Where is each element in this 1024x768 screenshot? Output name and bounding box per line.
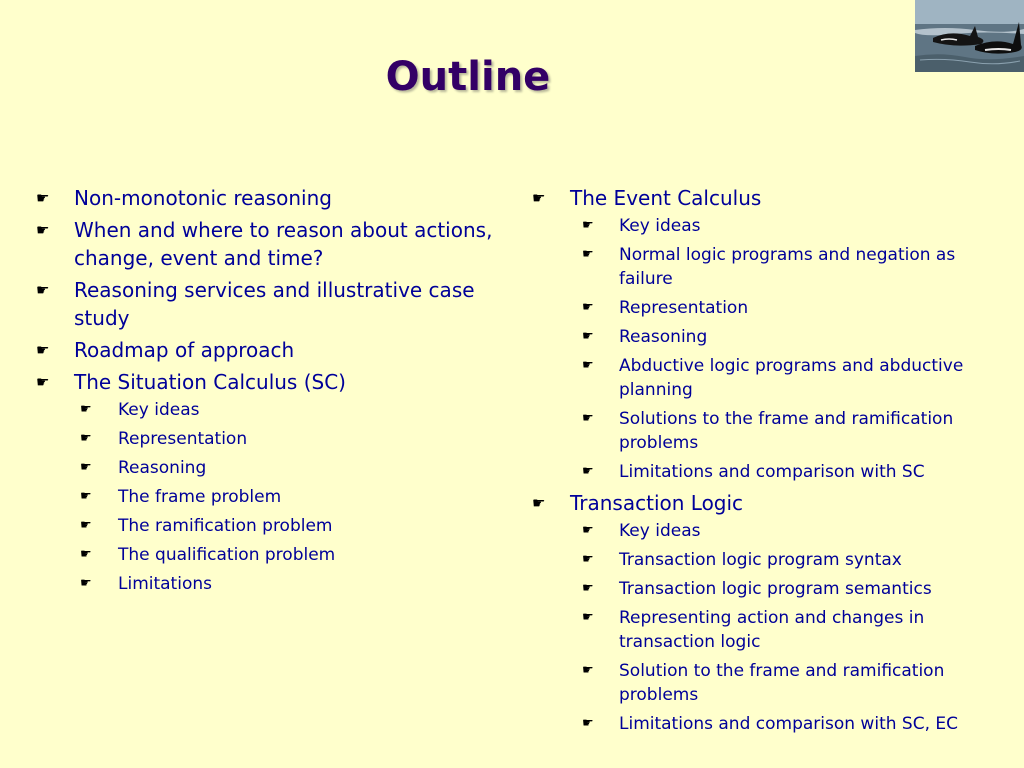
sub-list-item-text: The qualification problem (118, 545, 336, 565)
sub-list-item-text: Limitations and comparison with SC (619, 462, 925, 482)
sub-list-item (80, 572, 506, 596)
pointing-hand-icon: ☛ (80, 547, 92, 562)
pointing-hand-icon: ☛ (582, 300, 594, 315)
sub-list-item (80, 543, 506, 567)
sub-list-item (582, 325, 1002, 349)
list-item (36, 216, 506, 272)
sub-list-item-text: Solution to the frame and ramification problems (619, 661, 945, 705)
pointing-hand-icon: ☛ (36, 189, 50, 207)
list-item (532, 184, 1002, 484)
sub-list-item (582, 659, 1002, 707)
sub-list-item-text: Representation (619, 298, 749, 318)
pointing-hand-icon: ☛ (80, 489, 92, 504)
pointing-hand-icon: ☛ (80, 431, 92, 446)
sub-list-item-text: Transaction logic program semantics (619, 579, 932, 599)
sub-list-item-text: Limitations and comparison with SC, EC (619, 714, 958, 734)
sub-list-item (582, 577, 1002, 601)
pointing-hand-icon: ☛ (582, 464, 594, 479)
sub-list-item-text: Key ideas (619, 216, 701, 236)
pointing-hand-icon: ☛ (36, 373, 50, 391)
pointing-hand-icon: ☛ (36, 281, 50, 299)
right-column (532, 184, 1002, 741)
sub-list-item (80, 398, 506, 422)
sub-list-item-text: The frame problem (118, 487, 282, 507)
list-item (36, 368, 506, 596)
pointing-hand-icon: ☛ (582, 358, 594, 373)
pointing-hand-icon: ☛ (36, 221, 50, 239)
pointing-hand-icon: ☛ (582, 523, 594, 538)
pointing-hand-icon: ☛ (80, 518, 92, 533)
sub-list-item-text: Key ideas (619, 521, 701, 541)
pointing-hand-icon: ☛ (36, 341, 50, 359)
pointing-hand-icon: ☛ (582, 716, 594, 731)
sub-list-item-text: Limitations (118, 574, 212, 594)
sub-list-item (80, 485, 506, 509)
sub-list-item-text: Abductive logic programs and abductive planning (619, 356, 964, 400)
sub-list-item-text: Normal logic programs and negation as failure (619, 245, 956, 289)
sub-list-item-text: Representation (118, 429, 248, 449)
pointing-hand-icon: ☛ (582, 663, 594, 678)
sub-list-item (80, 514, 506, 538)
sub-list-item (582, 214, 1002, 238)
sub-list-item-text: Transaction logic program syntax (619, 550, 902, 570)
list-item (36, 184, 506, 212)
sub-list-item (582, 712, 1002, 736)
sub-list-item (582, 606, 1002, 654)
pointing-hand-icon: ☛ (532, 189, 546, 207)
sub-bullet-list (80, 398, 506, 596)
list-item-text: When and where to reason about actions, change, event and time? (74, 218, 493, 270)
left-bullet-list (36, 184, 506, 596)
sub-list-item-text: Reasoning (118, 458, 207, 478)
list-item (36, 336, 506, 364)
sub-list-item (582, 407, 1002, 455)
sub-list-item-text: Reasoning (619, 327, 708, 347)
pointing-hand-icon: ☛ (582, 218, 594, 233)
pointing-hand-icon: ☛ (582, 581, 594, 596)
list-item-text: The Situation Calculus (SC) (74, 370, 346, 394)
list-item (36, 276, 506, 332)
pointing-hand-icon: ☛ (532, 494, 546, 512)
pointing-hand-icon: ☛ (80, 402, 92, 417)
pointing-hand-icon: ☛ (582, 552, 594, 567)
sub-list-item (582, 519, 1002, 543)
sub-list-item-text: The ramification problem (118, 516, 333, 536)
pointing-hand-icon: ☛ (582, 247, 594, 262)
sub-list-item-text: Key ideas (118, 400, 200, 420)
sub-bullet-list (582, 519, 1002, 736)
slide-title: Outline (385, 54, 551, 100)
list-item-text: Roadmap of approach (74, 338, 295, 362)
pointing-hand-icon: ☛ (582, 610, 594, 625)
pointing-hand-icon: ☛ (582, 411, 594, 426)
list-item-text: Transaction Logic (570, 491, 744, 515)
left-column (36, 184, 506, 601)
sub-list-item (80, 427, 506, 451)
sub-bullet-list (582, 214, 1002, 484)
sub-list-item (582, 460, 1002, 484)
sub-list-item (582, 548, 1002, 572)
right-bullet-list (532, 184, 1002, 736)
pointing-hand-icon: ☛ (582, 329, 594, 344)
list-item (532, 489, 1002, 736)
pointing-hand-icon: ☛ (80, 460, 92, 475)
sub-list-item-text: Solutions to the frame and ramification problems (619, 409, 954, 453)
sub-list-item (80, 456, 506, 480)
pointing-hand-icon: ☛ (80, 576, 92, 591)
list-item-text: Non-monotonic reasoning (74, 186, 332, 210)
sub-list-item (582, 354, 1002, 402)
sub-list-item (582, 296, 1002, 320)
list-item-text: The Event Calculus (570, 186, 762, 210)
sub-list-item (582, 243, 1002, 291)
sub-list-item-text: Representing action and changes in transaction logic (619, 608, 925, 652)
list-item-text: Reasoning services and illustrative case study (74, 278, 475, 330)
